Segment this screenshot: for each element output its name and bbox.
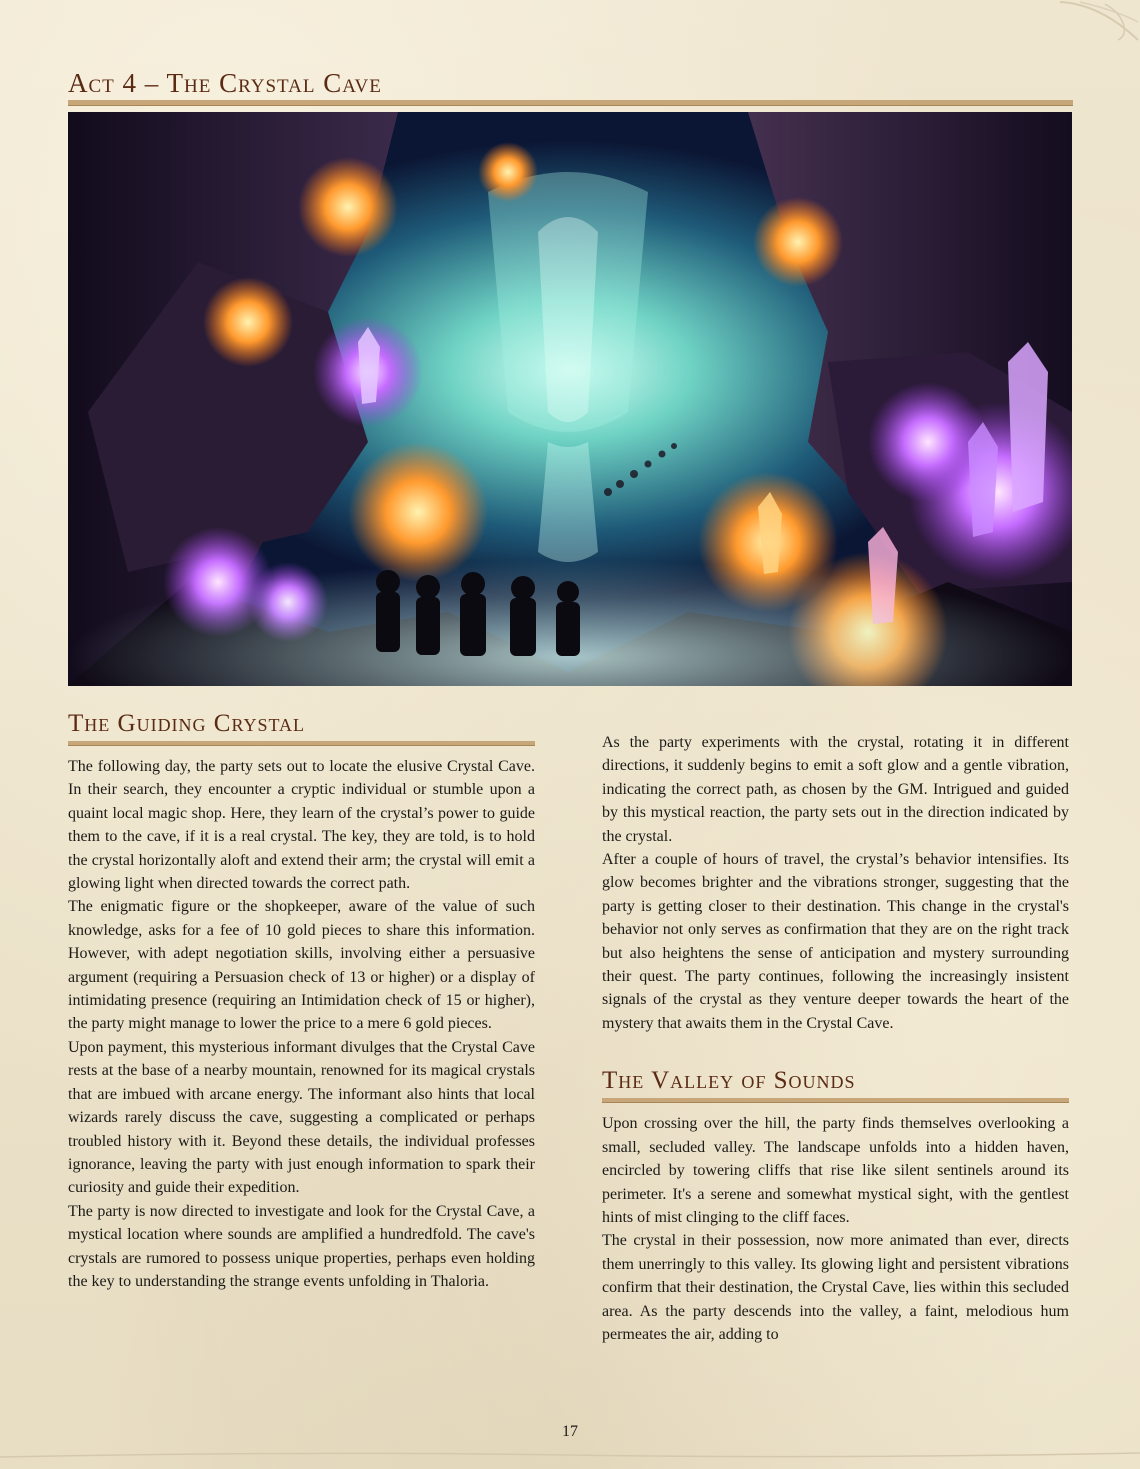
title-divider xyxy=(68,100,1073,106)
section-divider xyxy=(602,1098,1069,1103)
paragraph: Upon crossing over the hill, the party finds themselves overlooking a small, secluded valley. The landscape unfolds into a hidden haven, encircled by towering cliffs that rise like silent sentinels around its perimeter. It's a serene and somewhat mystical sight, with the gentlest hints of mist clinging to the cliff faces. xyxy=(602,1115,1069,1226)
section-title-valley-of-sounds: The Valley of Sounds xyxy=(602,1067,856,1095)
paragraph: The party is now directed to investigate and look for the Crystal Cave, a mystical location where sounds are amplified a hundredfold. The cave's crystals are rumored to possess unique properties, perhaps even holding the key to understanding the strange events unfolding in Thaloria. xyxy=(68,1202,535,1290)
bottom-border-ornament-icon xyxy=(0,1429,1140,1469)
paragraph: The following day, the party sets out to locate the elusive Crystal Cave. In their search, they encounter a cryptic individual or stumble upon a quaint local magic shop. Here, they learn of the crystal’s power to guide them to the cave, if it is a real crystal. The key, they are told, is to hold the crystal horizontally aloft and extend their arm; the crystal will emit a glowing light when directed towards the correct path. xyxy=(68,758,535,893)
paragraph: After a couple of hours of travel, the crystal’s behavior intensifies. Its glow becomes brighter and the vibrations stronger, suggesting that the party is getting closer to their destination. This change in the crystal's behavior not only serves as confirmation that they are on the right track but also heightens the sense of anticipation and mystery surrounding their quest. The party continues, following the increasingly insistent signals of the crystal as they venture deeper towards the heart of the mystery that awaits them in the Crystal Cave. xyxy=(602,851,1069,1032)
right-column xyxy=(602,731,1069,1346)
left-column xyxy=(68,708,535,1293)
paragraph: The crystal in their possession, now more animated than ever, directs them unerringly to this valley. Its glowing light and persistent vibrations confirm that their destination, the Crystal Cave, lies within this secluded area. As the party descends into the valley, a faint, melodious hum permeates the air, adding to xyxy=(602,1232,1069,1343)
section-title-guiding-crystal: The Guiding Crystal xyxy=(68,710,306,737)
crystal-cave-illustration xyxy=(68,112,1072,686)
page-number: 17 xyxy=(562,1423,578,1440)
paragraph: As the party experiments with the crystal, rotating it in different directions, it suddenly begins to emit a soft glow and a gentle vibration, indicating the correct path, as chosen by the GM. Intrigued and guided by this mystical reaction, the party sets out in the direction indicated by the crystal. xyxy=(602,734,1069,845)
act-title: Act 4 – The Crystal Cave xyxy=(68,68,382,98)
section-divider xyxy=(68,741,535,746)
paragraph: Upon payment, this mysterious informant divulges that the Crystal Cave rests at the base of a nearby mountain, renowned for its magical crystals that are imbued with arcane energy. The informant also hints that local wizards rarely discuss the cave, suggesting a complicated or perhaps troubled history with it. Beyond these details, the individual professes ignorance, leaving the party with just enough information to spark their curiosity and guide their expedition. xyxy=(68,1038,535,1197)
paragraph: The enigmatic figure or the shopkeeper, aware of the value of such knowledge, asks for a fee of 10 gold pieces to share this information. However, with adept negotiation skills, involving either a persuasive argument (requiring a Persuasion check of 13 or higher) or a display of intimidating presence (requiring an Intimidation check of 15 or higher), the party might manage to lower the price to a mere 6 gold pieces. xyxy=(68,898,535,1033)
